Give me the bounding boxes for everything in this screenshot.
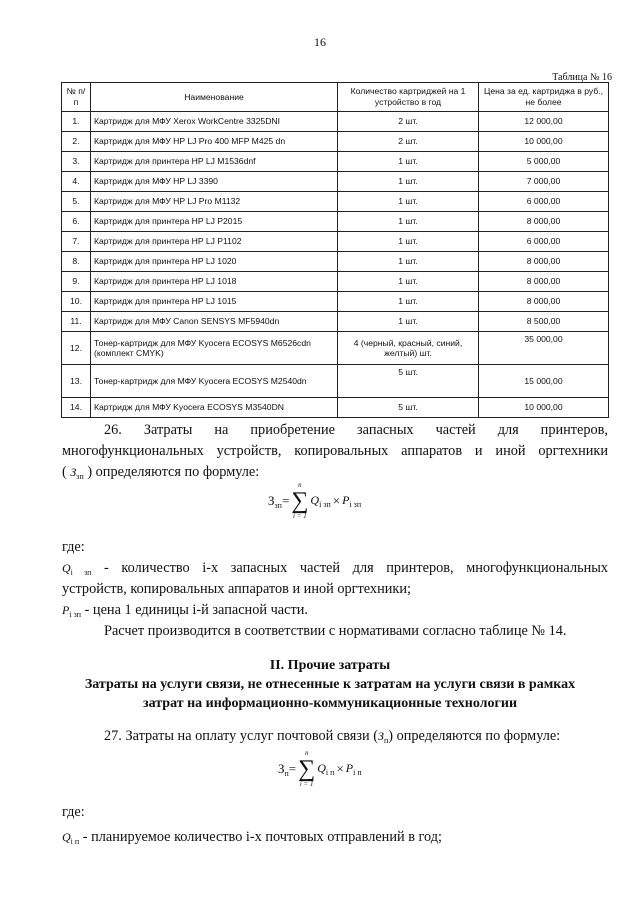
- f2-lhs: [278, 761, 289, 778]
- f2-p-letter: P: [345, 761, 354, 775]
- row-qty: 5 шт.: [338, 365, 479, 398]
- f1-lower: i = 1: [293, 512, 307, 520]
- f2-lower: i = 1: [299, 780, 314, 788]
- p26-q-desc-text: - количество i-х запасных частей для принтеров, многофункциональных: [104, 560, 609, 576]
- row-name: Картридж для принтера HP LJ P2015: [91, 212, 338, 232]
- row-num: 9.: [62, 272, 91, 292]
- row-num: 1.: [62, 112, 91, 132]
- f2-times: ×: [336, 761, 344, 776]
- p27-q-desc: [62, 827, 608, 852]
- table-row: [62, 212, 609, 232]
- f2-q: [317, 761, 334, 777]
- p26-p-symbol: [62, 603, 81, 617]
- row-price: 10 000,00: [479, 132, 609, 152]
- p27-symbol: [378, 729, 388, 743]
- p27-text-post: ) определяются по формуле:: [388, 728, 561, 744]
- p26-line1: 26. Затраты на приобретение запасных частей для принтеров,: [104, 422, 608, 438]
- p27-where: где:: [62, 804, 85, 820]
- row-num: 8.: [62, 252, 91, 272]
- row-price: 6 000,00: [479, 192, 609, 212]
- p26-sym-letter: З: [70, 465, 77, 479]
- row-num: 6.: [62, 212, 91, 232]
- p26-p-letter: P: [62, 603, 70, 617]
- row-qty: 1 шт.: [338, 232, 479, 252]
- row-qty: 1 шт.: [338, 192, 479, 212]
- row-qty: 1 шт.: [338, 252, 479, 272]
- f2-lhs-sub: п: [284, 768, 289, 778]
- row-num: 12.: [62, 332, 91, 365]
- row-qty: 2 шт.: [338, 112, 479, 132]
- row-num: 14.: [62, 398, 91, 418]
- f1-q-sub: i зп: [319, 500, 331, 509]
- row-num: 13.: [62, 365, 91, 398]
- row-num: 2.: [62, 132, 91, 152]
- row-price: 12 000,00: [479, 112, 609, 132]
- f1-times: ×: [332, 493, 341, 508]
- p27-q-desc-text: - планируемое количество i-х почтовых отправлений в год;: [82, 829, 443, 845]
- row-qty: 1 шт.: [338, 272, 479, 292]
- row-num: 3.: [62, 152, 91, 172]
- f2-upper: n: [304, 749, 309, 757]
- row-price: 8 000,00: [479, 292, 609, 312]
- row-price: 7 000,00: [479, 172, 609, 192]
- row-name: Картридж для МФУ HP LJ 3390: [91, 172, 338, 192]
- row-name: Картридж для принтера HP LJ P1102: [91, 232, 338, 252]
- header-qty: Количество картриджей на 1 устройство в год: [338, 83, 479, 112]
- sum-icon: n ∑ i = 1: [291, 481, 309, 520]
- p26-q-letter: Q: [62, 561, 71, 575]
- p26-line2: многофункциональных устройств, копировальных аппаратов и иной оргтехники: [62, 443, 608, 459]
- table-caption: Таблица № 16: [552, 72, 612, 83]
- f1-eq: =: [281, 493, 290, 508]
- table-row: [62, 152, 609, 172]
- header-price: Цена за ед. картриджа в руб., не более: [479, 83, 609, 112]
- table-row: [62, 398, 609, 418]
- p27-sym-sub: п: [383, 736, 389, 745]
- row-name: Картридж для МФУ Kyocera ECOSYS M3540DN: [91, 398, 338, 418]
- row-num: 11.: [62, 312, 91, 332]
- row-price: 8 000,00: [479, 272, 609, 292]
- p26-q-sub: i зп: [70, 568, 92, 577]
- p26-q-desc-line2: устройств, копировальных аппаратов и иной оргтехники;: [62, 581, 411, 597]
- row-name: Картридж для принтера HP LJ 1015: [91, 292, 338, 312]
- f1-p: [342, 493, 361, 509]
- f1-lhs-sub: зп: [274, 500, 282, 510]
- p26-paren-open: (: [62, 464, 67, 480]
- row-price: 8 500,00: [479, 312, 609, 332]
- f1-q: [310, 493, 330, 509]
- table-row: [62, 192, 609, 212]
- row-price: 8 000,00: [479, 252, 609, 272]
- f1-upper: n: [298, 481, 302, 489]
- section-subtitle-line1: Затраты на услуги связи, не отнесенные к затратам на услуги связи в рамках: [84, 677, 576, 692]
- table-row: [62, 312, 609, 332]
- f2-p: [346, 761, 362, 777]
- sum-icon: n ∑ i = 1: [298, 749, 316, 788]
- p26-sym-sub: зп: [76, 472, 84, 481]
- p26-q-symbol: [62, 561, 91, 575]
- f1-lhs: [268, 493, 282, 510]
- p26-p-sub: i зп: [69, 610, 82, 619]
- f2-eq: =: [288, 761, 297, 776]
- p26-calc: Расчет производится в соответствии с нормативами согласно таблице № 14.: [104, 623, 567, 639]
- row-name: Картридж для МФУ Canon SENSYS MF5940dn: [91, 312, 338, 332]
- formula-postal: [278, 750, 362, 788]
- row-name: Картридж для принтера HP LJ M1536dnf: [91, 152, 338, 172]
- row-num: 7.: [62, 232, 91, 252]
- row-name: Картридж для МФУ HP LJ Pro 400 MFP M425 dn: [91, 132, 338, 152]
- p26-paren-close: ) определяются по формуле:: [87, 464, 260, 480]
- f2-p-sub: i п: [353, 768, 362, 777]
- page-number: 16: [314, 35, 326, 49]
- table-row: [62, 292, 609, 312]
- f2-q-sub: i п: [325, 768, 335, 777]
- f1-q-letter: Q: [310, 493, 320, 507]
- row-qty: 5 шт.: [338, 398, 479, 418]
- p26-p-desc-text: - цена 1 единицы i-й запасной части.: [84, 602, 308, 618]
- row-name: Тонер-картридж для МФУ Kyocera ECOSYS M6526cdn (комплект CMYK): [91, 332, 338, 365]
- table-row: [62, 132, 609, 152]
- p27-intro: [62, 726, 608, 751]
- header-name: Наименование: [91, 83, 338, 112]
- f1-p-letter: P: [342, 493, 350, 507]
- table-row: [62, 112, 609, 132]
- table-row: [62, 232, 609, 252]
- table-row: [62, 272, 609, 292]
- row-name: Картридж для принтера HP LJ 1020: [91, 252, 338, 272]
- table-row: [62, 172, 609, 192]
- row-name: Картридж для принтера HP LJ 1018: [91, 272, 338, 292]
- header-num: № п/п: [62, 83, 91, 112]
- row-price: 8 000,00: [479, 212, 609, 232]
- p27-q-letter: Q: [62, 830, 71, 844]
- row-num: 5.: [62, 192, 91, 212]
- row-qty: 1 шт.: [338, 312, 479, 332]
- table-row: [62, 252, 609, 272]
- f2-q-letter: Q: [317, 761, 326, 775]
- f1-p-sub: i зп: [349, 500, 362, 509]
- p26-where: где:: [62, 539, 85, 555]
- row-name: Картридж для МФУ Xerox WorkCentre 3325DNI: [91, 112, 338, 132]
- table-header-row: [62, 83, 609, 112]
- p27-sym-letter: З: [378, 729, 384, 743]
- f1-lhs-letter: З: [268, 492, 275, 508]
- row-price: 15 000,00: [479, 365, 609, 398]
- row-num: 4.: [62, 172, 91, 192]
- formula-spare-parts: [268, 482, 361, 520]
- p26-symbol: [70, 465, 83, 479]
- p27-q-symbol: [62, 830, 79, 844]
- f2-lhs-letter: З: [278, 760, 285, 776]
- p27-text-pre: 27. Затраты на оплату услуг почтовой связи (: [104, 728, 379, 744]
- row-name: Картридж для МФУ HP LJ Pro M1132: [91, 192, 338, 212]
- row-price: 35 000,00: [479, 332, 609, 365]
- row-price: 10 000,00: [479, 398, 609, 418]
- row-num: 10.: [62, 292, 91, 312]
- table-row: [62, 365, 609, 398]
- row-name: Тонер-картридж для МФУ Kyocera ECOSYS M2540dn: [91, 365, 338, 398]
- section-subtitle-line2: затрат на информационно-коммуникационные технологии: [142, 696, 518, 711]
- p27-q-sub: i п: [70, 837, 80, 846]
- row-qty: 4 (черный, красный, синий, желтый) шт.: [338, 332, 479, 365]
- row-qty: 1 шт.: [338, 292, 479, 312]
- row-price: 5 000,00: [479, 152, 609, 172]
- row-price: 6 000,00: [479, 232, 609, 252]
- row-qty: 1 шт.: [338, 152, 479, 172]
- table-row: [62, 332, 609, 365]
- cartridge-table: [61, 82, 609, 418]
- row-qty: 1 шт.: [338, 172, 479, 192]
- row-qty: 2 шт.: [338, 132, 479, 152]
- section-title: II. Прочие затраты: [269, 658, 391, 673]
- row-qty: 1 шт.: [338, 212, 479, 232]
